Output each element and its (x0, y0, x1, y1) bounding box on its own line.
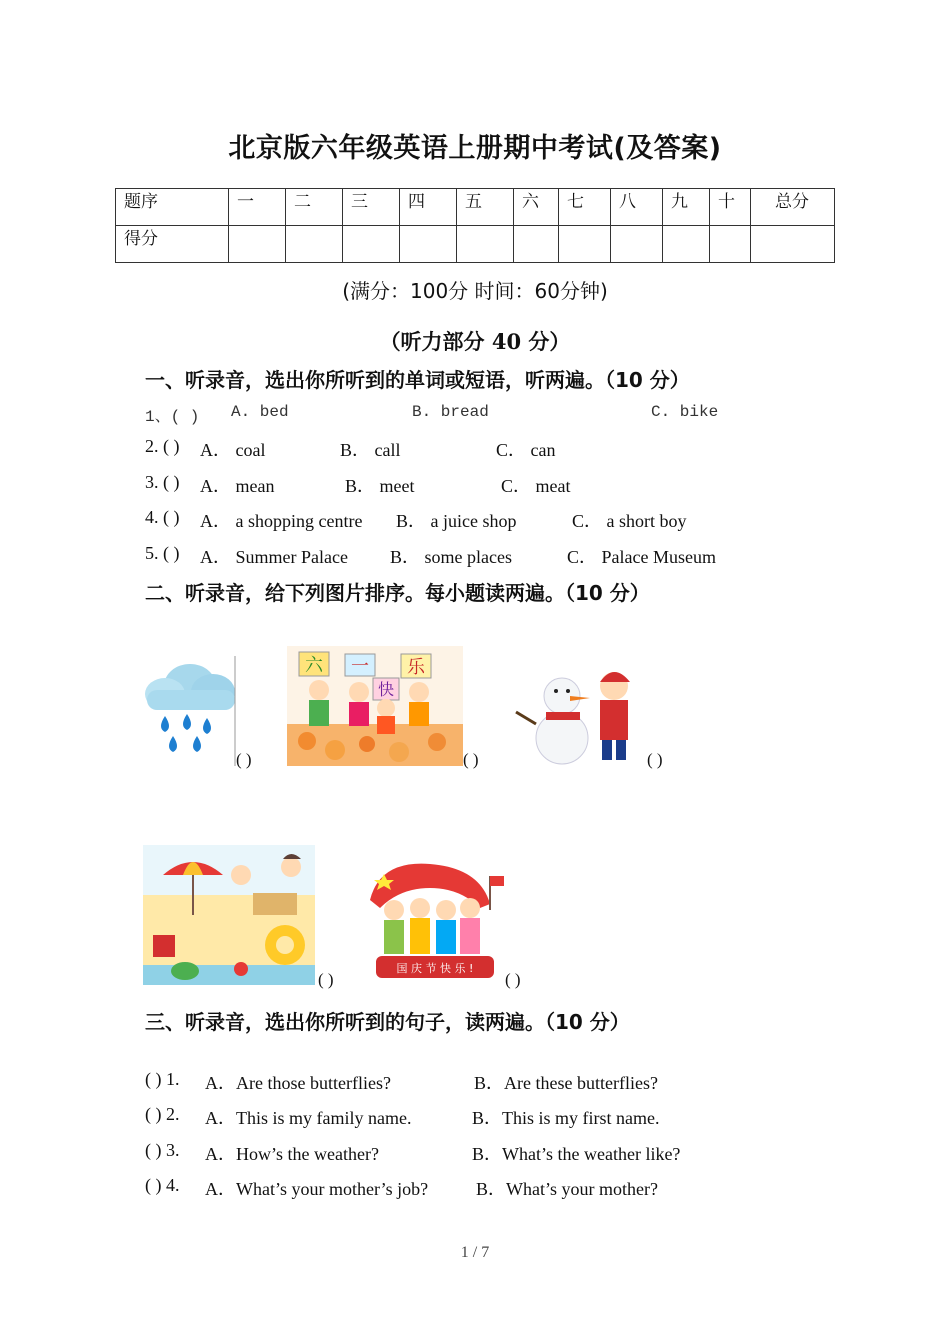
s1-q3-number: 3. ( ) (145, 472, 180, 492)
s1-q5-option-b[interactable]: B． some places (390, 547, 512, 567)
childrens-day-icon (287, 646, 463, 766)
pic3-answer-paren[interactable]: ( ) (647, 750, 663, 769)
s1-q5-number: 5. ( ) (145, 543, 180, 563)
s3-q3-number: ( ) 3. (145, 1140, 180, 1160)
s1-q3-option-c[interactable]: C． meat (501, 476, 571, 496)
sign-char: 六 (305, 655, 323, 676)
snowman-boy-icon (512, 658, 648, 766)
s3-q2-option-b[interactable]: B．This is my first name. (472, 1108, 660, 1128)
section1-heading: 一、听录音，选出你所听到的单词或短语，听两遍。（10 分） (145, 368, 690, 392)
s3-q4-number: ( ) 4. (145, 1175, 180, 1195)
score-table-header-row (116, 189, 835, 226)
section2-heading: 二、听录音，给下列图片排序。每小题读两遍。（10 分） (145, 581, 650, 605)
s1-q4-number: 4. ( ) (145, 507, 180, 527)
s1-q5-option-a[interactable]: A． Summer Palace (200, 547, 348, 567)
score-input-cell[interactable] (457, 226, 514, 263)
pic1-answer-paren[interactable]: ( ) (236, 750, 252, 769)
page-number: 1 / 7 (460, 1244, 490, 1261)
s1-q2-option-a[interactable]: A． coal (200, 440, 266, 460)
s1-q1-option-c[interactable]: C. bike (651, 403, 719, 421)
exam-info: (满分：100分 时间：60分钟) (342, 279, 608, 303)
score-cell: 四 (400, 189, 457, 226)
pic4-answer-paren[interactable]: ( ) (318, 970, 334, 989)
sign-char: 一 (351, 656, 369, 677)
score-table-score-row (116, 226, 835, 263)
sign-char: 乐 (407, 657, 425, 678)
score-cell: 九 (663, 189, 710, 226)
s1-q4-option-c[interactable]: C． a short boy (572, 511, 687, 531)
score-input-cell[interactable] (343, 226, 400, 263)
national-day-icon (364, 860, 506, 986)
beach-icon (143, 845, 315, 985)
s1-q4-option-b[interactable]: B． a juice shop (396, 511, 517, 531)
score-cell: 六 (514, 189, 559, 226)
score-cell: 三 (343, 189, 400, 226)
s1-q4-option-a[interactable]: A． a shopping centre (200, 511, 363, 531)
s3-q1-option-a[interactable]: A．Are those butterflies? (205, 1073, 391, 1093)
s3-q4-option-a[interactable]: A．What’s your mother’s job? (205, 1179, 429, 1199)
rain-cloud-icon (143, 656, 237, 766)
score-input-cell[interactable] (229, 226, 286, 263)
s1-q1-number: 1、( ) (145, 408, 200, 426)
score-input-cell[interactable] (751, 226, 835, 263)
score-cell: 八 (611, 189, 663, 226)
score-table (115, 188, 835, 263)
page-title: 北京版六年级英语上册期中考试(及答案) (228, 133, 722, 164)
score-input-cell[interactable] (559, 226, 611, 263)
s1-q2-option-c[interactable]: C． can (496, 440, 556, 460)
s1-q3-option-b[interactable]: B． meet (345, 476, 415, 496)
score-cell: 七 (559, 189, 611, 226)
score-cell: 二 (286, 189, 343, 226)
listening-part-label: （听力部分 40 分） (379, 329, 571, 354)
score-cell: 一 (229, 189, 286, 226)
score-cell: 五 (457, 189, 514, 226)
s1-q1-option-a[interactable]: A. bed (231, 403, 289, 421)
s3-q2-option-a[interactable]: A．This is my family name. (205, 1108, 412, 1128)
score-cell: 十 (710, 189, 751, 226)
pic5-answer-paren[interactable]: ( ) (505, 970, 521, 989)
score-input-cell[interactable] (286, 226, 343, 263)
s1-q5-option-c[interactable]: C． Palace Museum (567, 547, 716, 567)
score-row-label: 得分 (116, 226, 229, 263)
section3-heading: 三、听录音，选出你所听到的句子，读两遍。（10 分） (145, 1010, 630, 1034)
s1-q2-option-b[interactable]: B． call (340, 440, 401, 460)
s1-q3-option-a[interactable]: A． mean (200, 476, 275, 496)
score-cell: 题序 (116, 189, 229, 226)
score-input-cell[interactable] (611, 226, 663, 263)
score-input-cell[interactable] (400, 226, 457, 263)
s3-q1-number: ( ) 1. (145, 1069, 180, 1089)
sign-char: 快 (377, 680, 395, 699)
s3-q4-option-b[interactable]: B．What’s your mother? (476, 1179, 658, 1199)
s1-q2-number: 2. ( ) (145, 436, 180, 456)
s3-q2-number: ( ) 2. (145, 1104, 180, 1124)
pic2-answer-paren[interactable]: ( ) (463, 750, 479, 769)
s1-q1-option-b[interactable]: B. bread (412, 403, 489, 421)
score-input-cell[interactable] (710, 226, 751, 263)
banner-text: 国 庆 节 快 乐 ! (396, 962, 474, 975)
score-input-cell[interactable] (663, 226, 710, 263)
s3-q3-option-a[interactable]: A．How’s the weather? (205, 1144, 379, 1164)
s3-q1-option-b[interactable]: B．Are these butterflies? (474, 1073, 658, 1093)
s3-q3-option-b[interactable]: B．What’s the weather like? (472, 1144, 681, 1164)
score-input-cell[interactable] (514, 226, 559, 263)
score-cell: 总分 (751, 189, 835, 226)
